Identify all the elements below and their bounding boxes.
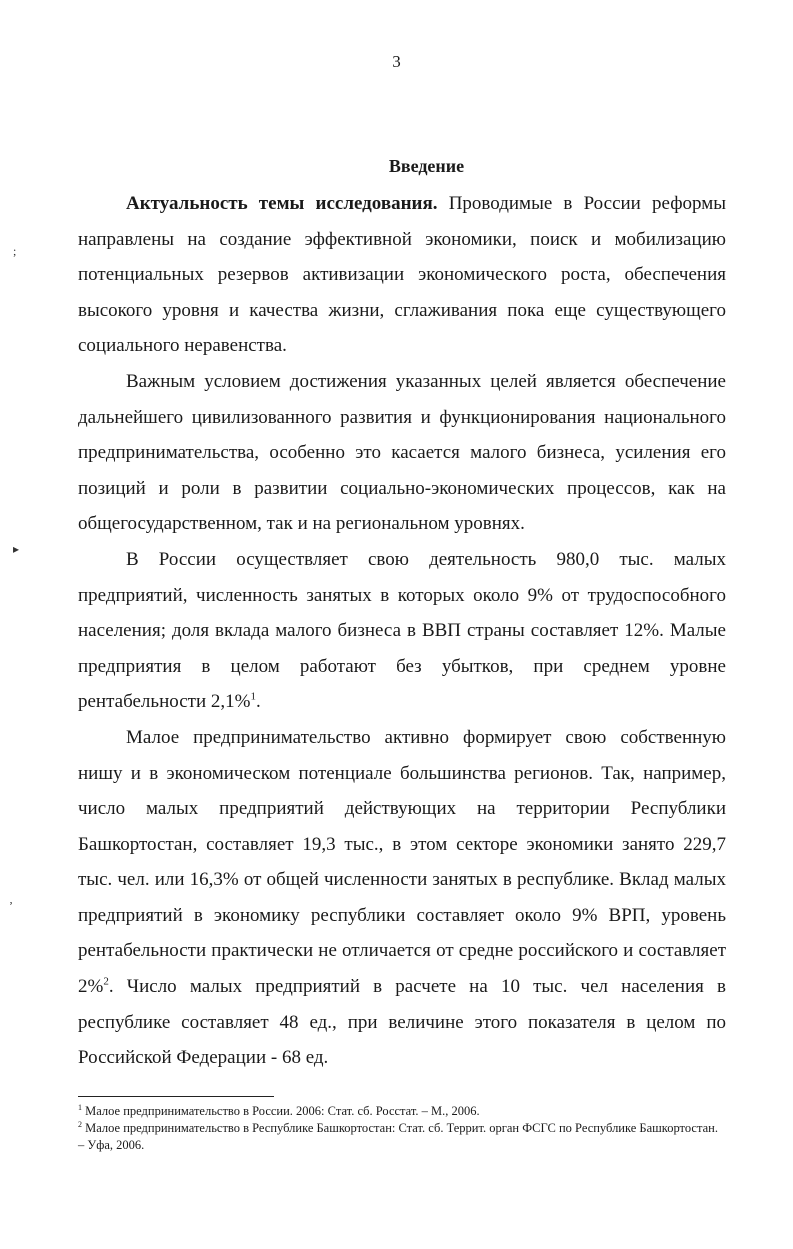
section-heading: Введение xyxy=(388,156,465,176)
paragraph-1 xyxy=(78,186,726,364)
footnote-1-text: Малое предпринимательство в России. 2006: Стат. сб. Росстат. – М., 2006. xyxy=(82,1104,480,1118)
paragraph-2: Важным условием достижения указанных целей является обеспечение дальнейшего цивилизованного развития и функционирования национального предпринимательства, особенно это касается малого бизнеса, усиления его позиций и роли в развитии социально-экономических процессов, как на общегосударственном, так и на региональном уровнях. xyxy=(78,370,726,535)
footnote-divider xyxy=(78,1096,274,1097)
footnote-2-text: Малое предпринимательство в Республике Башкортостан: Стат. сб. Террит. орган ФСГС по Республике Башкортостан. – Уфа, 2006. xyxy=(78,1121,718,1152)
paragraph-1-lead: Актуальность темы исследования. xyxy=(126,193,438,214)
margin-mark-3: ʼ xyxy=(9,899,13,913)
body-text xyxy=(78,186,726,1076)
footnote-ref-1: 1 xyxy=(250,690,256,703)
paragraph-1-text: Проводимые в России реформы направлены на создание эффективной экономики, поиск и мобилизацию потенциальных резервов активизации экономического роста, обеспечения высокого уровня и качества жизни, сглаживания пока еще существующего социального неравенства. xyxy=(78,193,727,357)
paragraph-4-text-b: . Число малых предприятий в расчете на 10 тыс. чел населения в республике составляет 48 ед., при величине этого показателя в целом по Российской Федерации - 68 ед. xyxy=(78,976,726,1069)
footnote-2-number: 2 xyxy=(78,1119,82,1129)
margin-mark-1: ; xyxy=(13,244,17,258)
paragraph-3 xyxy=(78,542,726,720)
paragraph-4 xyxy=(78,720,726,1076)
footnote-1 xyxy=(78,1103,726,1120)
page-number: 3 xyxy=(392,52,401,71)
paragraph-3-end: . xyxy=(255,691,261,713)
paragraph-3-text: В России осуществляет свою деятельность 980,0 тыс. малых предприятий, численность занятых в которых около 9% от трудоспособного населения; доля вклада малого бизнеса в ВВП страны составляет 12%. Малые предприятия в целом работают без убытков, при среднем уровне рентабельности 2,1% xyxy=(78,548,726,713)
margin-mark-2: ▸ xyxy=(13,542,20,556)
footnote-1-number: 1 xyxy=(78,1102,82,1112)
footnote-2 xyxy=(78,1120,726,1154)
paragraph-4-text-a: Малое предпринимательство активно формирует свою собственную нишу и в экономическом потенциале большинства регионов. Так, например, число малых предприятий действующих на территории Республики Башкортостан, составляет 19,3 тыс., в этом секторе экономики занято 229,7 тыс. чел. или 16,3% от общей численности занятых в республике. Вклад малых предприятий в экономику республики составляет около 9% ВРП, уровень рентабельности практически не отличается от средне российского и составляет 2% xyxy=(78,726,726,998)
footnotes xyxy=(78,1103,726,1154)
footnote-ref-2: 2 xyxy=(103,975,109,988)
